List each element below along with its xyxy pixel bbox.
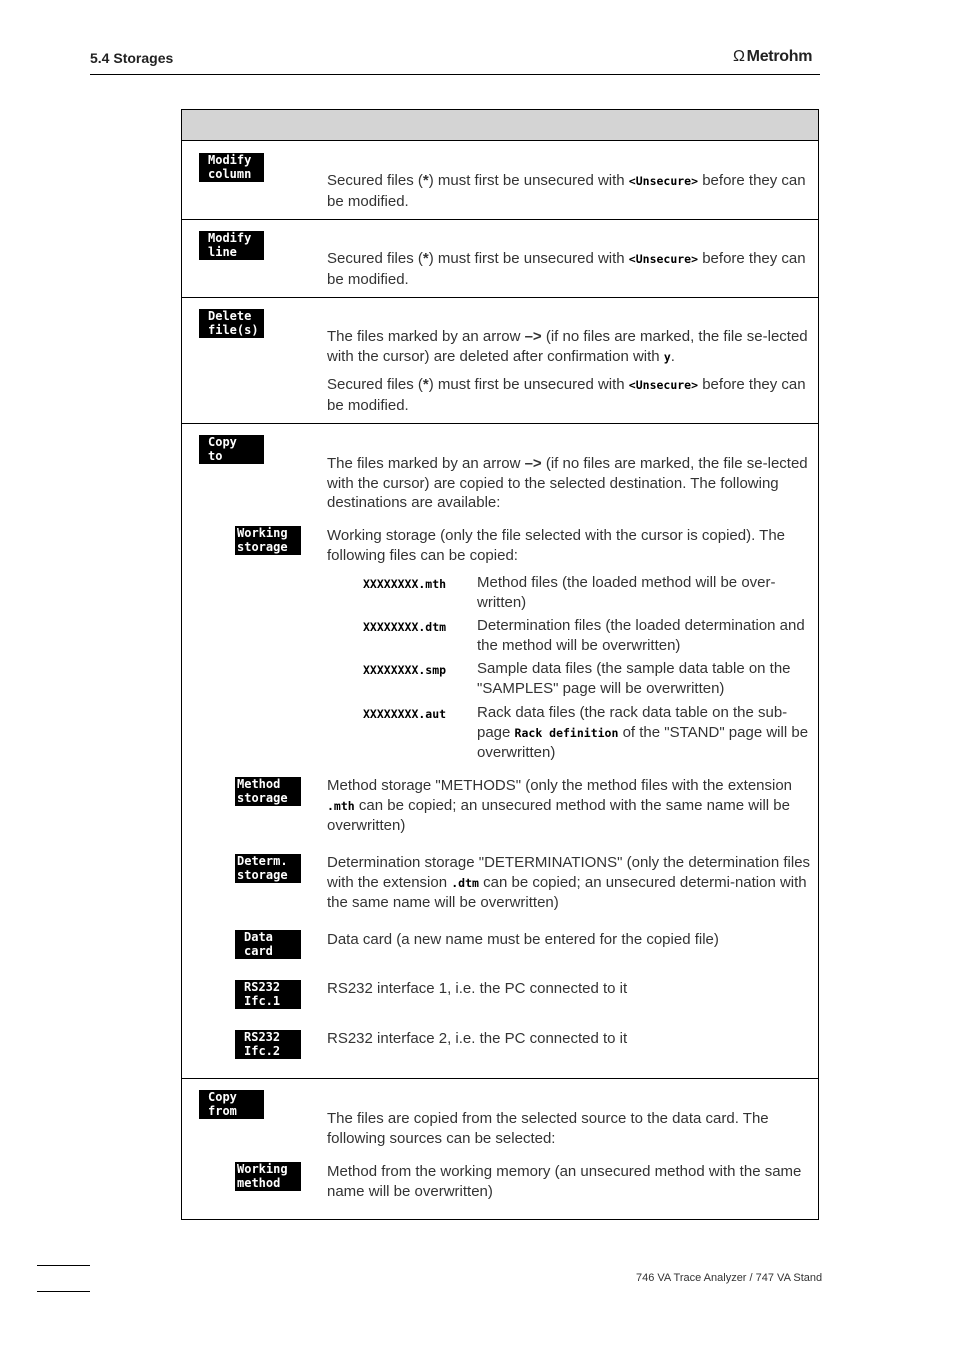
text-part: ) must first be unsecured with bbox=[428, 172, 629, 189]
footer-product: 746 VA Trace Analyzer / 747 VA Stand bbox=[636, 1272, 823, 1284]
softkey-method-storage: Method storage bbox=[235, 777, 301, 806]
unsecure-key: <Unsecure> bbox=[628, 378, 699, 392]
softkey-determ-storage: Determ. storage bbox=[235, 854, 301, 883]
unsecure-key: <Unsecure> bbox=[628, 252, 699, 266]
text-part: The files marked by an arrow bbox=[327, 328, 525, 345]
file-name-dtm: XXXXXXXX.dtm bbox=[363, 620, 447, 634]
working-storage-text: Working storage (only the file selected with the cursor is copied). The following files can be copied: bbox=[327, 527, 785, 564]
rs232-ifc1-text: RS232 interface 1, i.e. the PC connected to it bbox=[327, 980, 628, 997]
file-name-mth: XXXXXXXX.mth bbox=[363, 577, 447, 591]
metrohm-logo bbox=[733, 48, 812, 66]
text-part: before they can be modified. bbox=[327, 172, 806, 210]
omega-icon: Ω bbox=[733, 48, 745, 65]
table-title-bar bbox=[182, 110, 818, 141]
softkey-modify-line: Modify line bbox=[199, 231, 264, 260]
data-card-text: Data card (a new name must be entered for the copied file) bbox=[327, 931, 719, 948]
softkey-copy-to: Copy to bbox=[199, 435, 264, 464]
text-part: Secured files ( bbox=[327, 172, 423, 189]
row-separator bbox=[182, 297, 818, 298]
header-rule bbox=[90, 74, 820, 75]
footer-rule-bottom bbox=[37, 1291, 90, 1292]
text-part: before they can be modified. bbox=[327, 376, 806, 414]
softkey-table bbox=[181, 109, 819, 1220]
file-desc-mth: Method files (the loaded method will be over-written) bbox=[477, 574, 776, 611]
file-name-smp: XXXXXXXX.smp bbox=[363, 663, 447, 677]
rs232-ifc2-text: RS232 interface 2, i.e. the PC connected to it bbox=[327, 1030, 628, 1047]
extension-mth: .mth bbox=[327, 798, 355, 813]
footer-rule-top bbox=[37, 1265, 90, 1266]
modify-line-text bbox=[327, 249, 812, 289]
file-desc-smp: Sample data files (the sample data table on the "SAMPLES" page will be overwritten) bbox=[477, 660, 791, 697]
section-title: 5.4 Storages bbox=[90, 50, 174, 66]
softkey-data-card: Data card bbox=[235, 930, 301, 959]
text-part: of the "STAND" page will be overwritten) bbox=[477, 723, 809, 761]
copy-from-intro: The files are copied from the selected source to the data card. The following sources can be selected: bbox=[327, 1110, 769, 1147]
logo-text: Metrohm bbox=[746, 48, 813, 65]
secured-star: * bbox=[422, 250, 429, 267]
softkey-rs232-ifc1: RS232 Ifc.1 bbox=[235, 980, 301, 1009]
arrow-marker: –> bbox=[524, 328, 542, 345]
modify-column-text bbox=[327, 171, 812, 211]
file-desc-dtm: Determination files (the loaded determination and the method will be overwritten) bbox=[477, 617, 805, 654]
row-separator bbox=[182, 423, 818, 424]
copy-to-intro bbox=[327, 454, 812, 513]
secured-star: * bbox=[422, 172, 429, 189]
softkey-modify-column: Modify column bbox=[199, 153, 264, 182]
text-part: (if no files are marked, the file se-lected with the cursor) are copied to the selected destination. The following destinations are available: bbox=[327, 455, 808, 511]
arrow-marker: –> bbox=[524, 455, 542, 472]
file-desc-aut bbox=[477, 703, 812, 763]
text-part: Rack data files (the rack data table on the sub-page bbox=[477, 704, 788, 741]
text-part: Determination storage "DETERMINATIONS" (only the determination files with the extension bbox=[327, 854, 811, 891]
softkey-copy-from: Copy from bbox=[199, 1090, 264, 1119]
text-part: Secured files ( bbox=[327, 376, 423, 393]
softkey-working-method: Working method bbox=[235, 1162, 301, 1191]
secured-star: * bbox=[422, 376, 429, 393]
row-separator bbox=[182, 219, 818, 220]
confirm-key: y bbox=[663, 349, 671, 364]
softkey-working-storage: Working storage bbox=[235, 526, 301, 555]
row-separator bbox=[182, 1078, 818, 1079]
text-part: before they can be modified. bbox=[327, 250, 806, 288]
text-part: can be copied; an unsecured method with the same name will be overwritten) bbox=[327, 796, 790, 834]
extension-dtm: .dtm bbox=[451, 875, 479, 890]
text-part: ) must first be unsecured with bbox=[428, 376, 629, 393]
softkey-rs232-ifc2: RS232 Ifc.2 bbox=[235, 1030, 301, 1059]
delete-files-text-2 bbox=[327, 375, 812, 415]
delete-files-text-1 bbox=[327, 327, 812, 367]
file-name-aut: XXXXXXXX.aut bbox=[363, 707, 447, 721]
softkey-delete-files: Delete file(s) bbox=[199, 309, 264, 338]
unsecure-key: <Unsecure> bbox=[628, 174, 699, 188]
text-part: (if no files are marked, the file se-lected with the cursor) are deleted after confirmation with bbox=[327, 328, 808, 365]
text-part: ) must first be unsecured with bbox=[428, 250, 629, 267]
rack-definition-key: Rack definition bbox=[514, 725, 619, 740]
method-storage-text bbox=[327, 776, 812, 836]
text-part: . bbox=[670, 347, 675, 365]
working-method-text: Method from the working memory (an unsecured method with the same name will be overwritten) bbox=[327, 1163, 802, 1200]
text-part: can be copied; an unsecured determi-nation with the same name will be overwritten) bbox=[327, 873, 807, 911]
text-part: The files marked by an arrow bbox=[327, 455, 525, 472]
text-part: Method storage "METHODS" (only the method files with the extension bbox=[327, 777, 793, 794]
determ-storage-text bbox=[327, 853, 812, 913]
text-part: Secured files ( bbox=[327, 250, 423, 267]
